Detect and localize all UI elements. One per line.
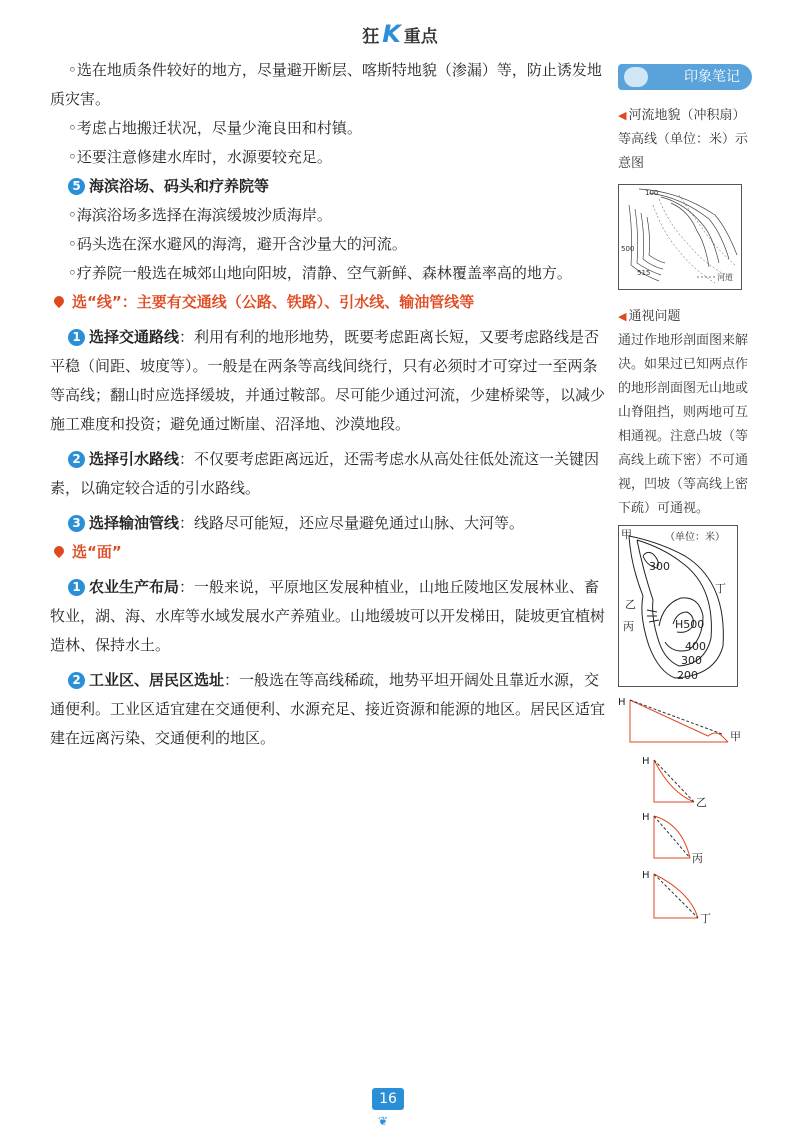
item-label: 农业生产布局 (89, 578, 180, 596)
profile-jia (618, 697, 741, 743)
contour-label: 500 (621, 245, 635, 253)
contour-label: 200 (677, 669, 698, 682)
bullet-text: ◦还要注意修建水库时，水源要较充足。 (68, 148, 332, 166)
note-caption-text: 河流地貌（冲积扇）等高线（单位：米）示意图 (618, 108, 749, 171)
section-heading-area (50, 538, 610, 567)
point-label: 乙 (625, 598, 636, 611)
height-label: H (618, 697, 626, 708)
contour-label: 100 (645, 189, 659, 197)
triangle-icon: ◀ (618, 109, 627, 122)
notes-badge-label: 印象笔记 (684, 69, 740, 85)
note-caption (618, 104, 752, 176)
notes-badge (618, 64, 752, 90)
number-badge: 5 (68, 178, 85, 195)
page-header (0, 20, 800, 48)
note-caption (618, 305, 752, 329)
bullet-text: ◦码头选在深水避风的海湾，避开含沙量大的河流。 (68, 235, 407, 253)
item-text: ：不仅要考虑距离远近，还需考虑水从高处往低处流这一关键因素，以确定较合适的引水路线。 (50, 450, 600, 497)
number-badge: 3 (68, 515, 85, 532)
subsection-heading (50, 172, 610, 201)
item-text: ：一般来说，平原地区发展种植业，山地丘陵地区发展林业、畜牧业，湖、海、水库等水域发展水产养殖业。山地缓坡可以开发梯田，陡坡更宜植树造林、保持水土。 (50, 578, 606, 654)
contour-label: 300 (649, 560, 670, 573)
number-badge: 1 (68, 579, 85, 596)
paragraph-item (50, 666, 610, 753)
leaf-icon (52, 294, 66, 308)
point-label: 甲 (621, 528, 632, 541)
height-label: H (642, 812, 650, 823)
profile-diagrams (618, 696, 752, 926)
header-left: 狂 (362, 27, 380, 47)
profile-yi (642, 756, 707, 809)
contour-label: 300 (681, 654, 702, 667)
point-label: 甲 (730, 730, 741, 743)
triangle-icon: ◀ (618, 310, 627, 323)
profile-bing (642, 812, 703, 865)
point-label: 乙 (696, 796, 707, 809)
leaf-icon (52, 544, 66, 558)
header-right: 重点 (403, 27, 438, 47)
height-label: H (642, 756, 650, 767)
contour-label: 400 (685, 640, 706, 653)
point-label: 丁 (700, 912, 711, 925)
profile-ding (642, 870, 711, 925)
bullet-text: ◦海滨浴场多选择在海滨缓坡沙质海岸。 (68, 206, 332, 224)
bullet-text: ◦考虑占地搬迁状况，尽量少淹良田和村镇。 (68, 119, 362, 137)
header-k-logo: K (382, 20, 401, 48)
section-heading-line (50, 288, 610, 317)
alluvial-fan-contour-figure (618, 184, 742, 290)
unit-label: （单位：米） (665, 532, 725, 543)
bird-icon: ❦ (378, 1114, 389, 1128)
item-label: 工业区、居民区选址 (89, 671, 225, 689)
subsection-title: 海滨浴场、码头和疗养院等 (89, 177, 270, 195)
number-badge: 2 (68, 451, 85, 468)
visibility-contour-map (618, 525, 738, 687)
height-label: H (642, 870, 650, 881)
item-label: 选择输油管线 (89, 514, 180, 532)
main-content (50, 56, 610, 753)
bullet-text: ◦选在地质条件较好的地方，尽量避开断层、喀斯特地貌（渗漏）等，防止诱发地质灾害。 (50, 61, 602, 108)
item-label: 选择交通路线 (89, 328, 180, 346)
paragraph-item (50, 509, 610, 538)
point-label: 丙 (623, 620, 634, 633)
contour-label: H500 (675, 618, 705, 631)
paragraph-item (50, 323, 610, 439)
paragraph-item (50, 445, 610, 503)
page-number: 16 (372, 1088, 404, 1110)
number-badge: 2 (68, 672, 85, 689)
paragraph-item (50, 573, 610, 660)
item-text: ：利用有利的地形地势，既要考虑距离长短，又要考虑路线是否平稳（间距、坡度等）。一般是在两条等高线间绕行，只有必须时才可穿过一至两条等高线；翻山时应选择缓坡，并通过鞍部。尽可能少通过河流，少建桥梁等，以减少施工难度和投资；避免通过断崖、沼泽地、沙漠地段。 (50, 328, 606, 433)
section-title: 选“面” (72, 543, 122, 561)
section-title: 选“线”：主要有交通线（公路、铁路）、引水线、输油管线等 (72, 293, 475, 311)
number-badge: 1 (68, 329, 85, 346)
item-text: ：一般选在等高线稀疏，地势平坦开阔处且靠近水源，交通便利。工业区适宜建在交通便利、水源充足、接近资源和能源的地区。居民区适宜建在远离污染、交通便利的地区。 (50, 671, 606, 747)
item-label: 选择引水路线 (89, 450, 180, 468)
contour-label: 515 (637, 269, 651, 277)
legend-river-label: 河道 (717, 273, 733, 282)
sidebar-notes (618, 64, 752, 935)
bullet-text: ◦疗养院一般选在城郊山地向阳坡，清静、空气新鲜、森林覆盖率高的地方。 (68, 264, 572, 282)
point-label: 丁 (715, 582, 726, 595)
note-body: 通过作地形剖面图来解决。如果过已知两点作的地形剖面图无山地或山脊阻挡，则两地可互相通视。注意凸坡（等高线上疏下密）不可通视，凹坡（等高线上密下疏）可通视。 (618, 333, 749, 516)
item-text: ：线路尽可能短，还应尽量避免通过山脉、大河等。 (179, 514, 525, 532)
note-caption-text: 通视问题 (628, 309, 681, 324)
point-label: 丙 (692, 852, 703, 865)
elephant-icon (624, 67, 648, 87)
